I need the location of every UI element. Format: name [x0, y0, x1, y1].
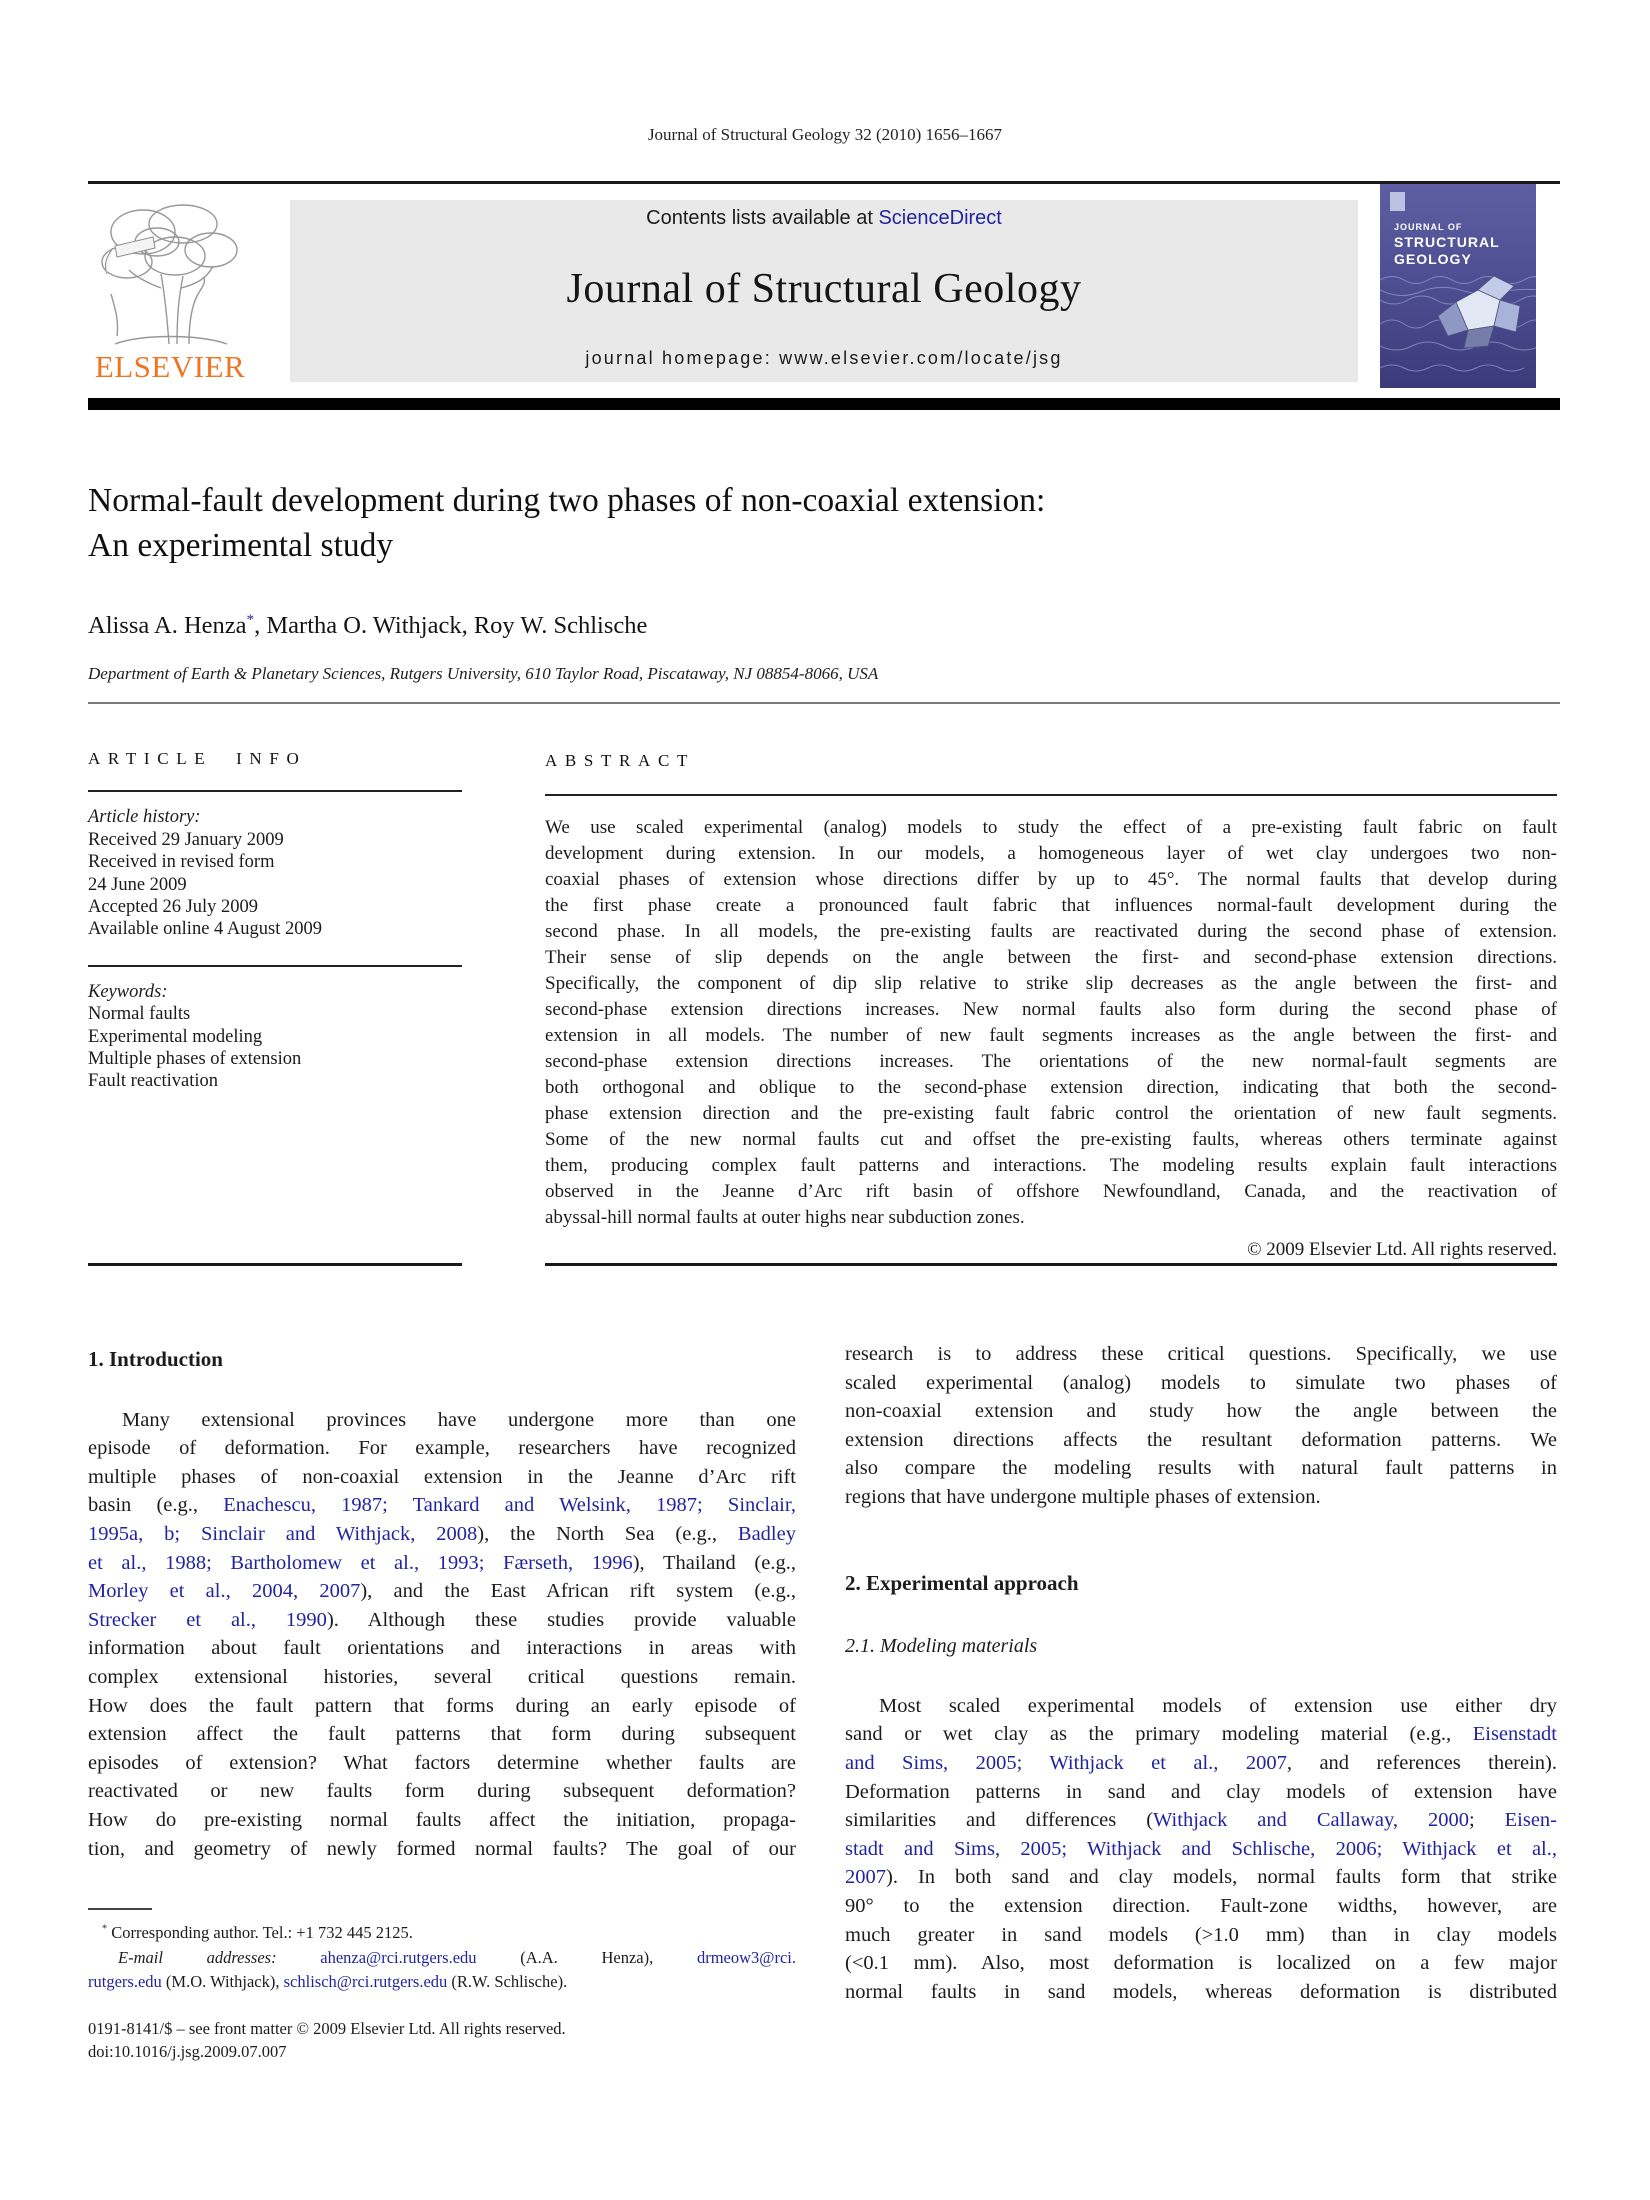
text-line: second-phase extension directions increases. The orientations of the new normal-fault segments are: [545, 1051, 1557, 1072]
text-line: Deformation patterns in sand and clay models of extension have: [845, 1780, 1557, 1803]
elsevier-logo[interactable]: [82, 196, 258, 394]
text-line: Available online 4 August 2009: [88, 919, 322, 940]
text-line: extension affect the fault patterns that form during subsequent: [88, 1723, 796, 1746]
abstract-column: [545, 740, 1557, 1263]
keywords-rule: [88, 965, 462, 967]
email-addresses-line-1: E-mail addresses: ahenza@rci.rutgers.edu (A.A. Henza), drmeow3@rci.: [118, 1947, 796, 1967]
journal-homepage-link[interactable]: journal homepage: www.elsevier.com/locate/jsg: [585, 348, 1063, 368]
citation-link[interactable]: stadt and Sims, 2005; Withjack and Schlische, 2006; Withjack et al.,: [845, 1837, 1557, 1860]
text-line: development during extension. In our models, a homogeneous layer of wet clay undergoes two non-: [545, 843, 1557, 864]
text-line: We use scaled experimental (analog) models to study the effect of a pre-existing fault fabric on fault: [545, 817, 1557, 838]
text-line: episodes of extension? What factors determine whether faults are: [88, 1751, 796, 1774]
issn-copyright-line: 0191-8141/$ – see front matter © 2009 Elsevier Ltd. All rights reserved.: [88, 2019, 566, 2038]
cover-line-3: GEOLOGY: [1394, 251, 1472, 267]
text-line: extension directions affects the resultant deformation patterns. We: [845, 1428, 1557, 1451]
citation-link[interactable]: *: [246, 610, 255, 628]
keywords-list: [88, 1003, 462, 1093]
text-line: et al., 1988; Bartholomew et al., 1993; Færseth, 1996), Thailand (e.g.,: [88, 1551, 796, 1574]
footer-block: [88, 2018, 796, 2063]
text-line: Some of the new normal faults cut and offset the pre-existing faults, whereas others terminate against: [545, 1129, 1557, 1150]
article-title: [88, 478, 1488, 568]
citation-link[interactable]: ScienceDirect: [878, 207, 1002, 229]
text-line: How do pre-existing normal faults affect the initiation, propaga-: [88, 1808, 796, 1831]
article-info-column: [88, 740, 462, 1093]
text-line: and Sims, 2005; Withjack et al., 2007, and references therein).: [845, 1751, 1557, 1774]
text-line: regions that have undergone multiple phases of extension.: [845, 1485, 1321, 1508]
text-line: Many extensional provinces have undergone more than one: [122, 1408, 796, 1431]
text-line: Normal faults: [88, 1004, 191, 1025]
text-line: similarities and differences (Withjack and Callaway, 2000; Eisen-: [845, 1809, 1557, 1832]
abstract-copyright: © 2009 Elsevier Ltd. All rights reserved.: [1247, 1239, 1557, 1260]
text-line: Received 29 January 2009: [88, 829, 284, 850]
citation-link[interactable]: Strecker et al., 1990: [88, 1608, 327, 1631]
abstract-bottom-rule: [545, 1263, 1557, 1266]
top-rule: [88, 181, 1560, 184]
text-line: scaled experimental (analog) models to simulate two phases of: [845, 1371, 1557, 1394]
abstract-heading: ABSTRACT: [545, 751, 695, 770]
text-line: abyssal-hill normal faults at outer highs near subduction zones.: [545, 1207, 1025, 1228]
text-line: sand or wet clay as the primary modeling material (e.g., Eisenstadt: [845, 1723, 1557, 1746]
affiliation: Department of Earth & Planetary Sciences, Rutgers University, 610 Taylor Road, Piscataway, NJ 08854-8066, USA: [88, 664, 879, 683]
citation-link[interactable]: Badley: [737, 1522, 796, 1545]
text-line: them, producing complex fault patterns and interactions. The modeling results explain fault interactions: [545, 1155, 1557, 1176]
text-line: 2007). In both sand and clay models, normal faults form that strike: [845, 1866, 1557, 1889]
citation-link[interactable]: 1995a, b; Sinclair and Withjack, 2008: [88, 1522, 478, 1545]
text-line: multiple phases of non-coaxial extension in the Jeanne d’Arc rift: [88, 1465, 796, 1488]
doi-line: doi:10.1016/j.jsg.2009.07.007: [88, 2041, 287, 2061]
journal-header-box: [290, 200, 1358, 382]
email-addresses-line-2: rutgers.edu (M.O. Withjack), schlisch@rci.rutgers.edu (R.W. Schlische).: [88, 1972, 568, 1992]
text-line: Specifically, the component of dip slip relative to strike slip decreases as the angle between the first- and: [545, 973, 1557, 994]
citation-link[interactable]: 2007: [845, 1866, 886, 1889]
text-line: reactivated or new faults form during subsequent deformation?: [88, 1780, 796, 1803]
text-line: (<0.1 mm). Also, most deformation is localized on a few major: [845, 1952, 1557, 1975]
author-list: Alissa A. Henza*, Martha O. Withjack, Roy W. Schlische: [88, 610, 648, 639]
affiliation-divider: [88, 702, 1560, 704]
text-line: 90° to the extension direction. Fault-zone widths, however, are: [845, 1894, 1557, 1917]
article-info-heading: ARTICLE INFO: [88, 749, 307, 768]
text-line: phase extension direction and the pre-existing fault fabric control the orientation of new fault segments.: [545, 1103, 1557, 1124]
abstract-text: [545, 815, 1557, 1231]
text-line: Most scaled experimental models of extension use either dry: [879, 1694, 1557, 1717]
text-line: extension in all models. The number of new fault segments increases as the angle between the first- and: [545, 1025, 1557, 1046]
text-line: Accepted 26 July 2009: [88, 897, 259, 918]
corresponding-author-note: * Corresponding author. Tel.: +1 732 445 2125.: [102, 1923, 413, 1942]
citation-link[interactable]: schlisch@rci.rutgers.edu: [283, 1972, 448, 1992]
citation-link[interactable]: ahenza@rci.rutgers.edu: [320, 1947, 477, 1967]
text-line: Multiple phases of extension: [88, 1049, 302, 1070]
citation-link[interactable]: and Sims, 2005; Withjack et al., 2007: [845, 1751, 1287, 1774]
section-heading-introduction: 1. Introduction: [88, 1347, 223, 1371]
text-line: 1995a, b; Sinclair and Withjack, 2008), the North Sea (e.g., Badley: [88, 1522, 796, 1545]
header-divider-bar: [88, 398, 1560, 410]
text-line: Morley et al., 2004, 2007), and the East African rift system (e.g.,: [88, 1580, 796, 1603]
abstract-rule: [545, 794, 1557, 796]
text-line: the first phase create a pronounced fault fabric that influences normal-fault development during the: [545, 895, 1557, 916]
text-line: normal faults in sand models, whereas deformation is distributed: [845, 1980, 1557, 2003]
text-line: much greater in sand models (>1.0 mm) than in clay models: [845, 1923, 1557, 1946]
info-bottom-rule: [88, 1263, 462, 1266]
text-line: Received in revised form: [88, 852, 275, 873]
article-history-label: Article history:: [88, 807, 201, 828]
citation-link[interactable]: Eisenstadt: [1472, 1723, 1557, 1746]
text-line: Fault reactivation: [88, 1071, 218, 1092]
text-line: research is to address these critical questions. Specifically, we use: [845, 1343, 1557, 1365]
article-info-rule: [88, 790, 462, 792]
journal-title: Journal of Structural Geology: [566, 266, 1082, 312]
text-line: Normal-fault development during two phases of non-coaxial extension:: [88, 482, 1046, 519]
text-line: also compare the modeling results with natural fault patterns in: [845, 1457, 1557, 1480]
text-line: non-coaxial extension and study how the angle between the: [845, 1400, 1557, 1423]
text-line: 24 June 2009: [88, 874, 187, 895]
text-line: basin (e.g., Enachescu, 1987; Tankard and Welsink, 1987; Sinclair,: [88, 1494, 796, 1517]
introduction-continued-paragraph: [845, 1340, 1557, 1512]
citation-link[interactable]: et al., 1988; Bartholomew et al., 1993; Færseth, 1996: [88, 1551, 633, 1574]
text-line: Experimental modeling: [88, 1026, 263, 1047]
text-line: both orthogonal and oblique to the second-phase extension direction, indicating that both the second-: [545, 1077, 1557, 1098]
cover-line-2: STRUCTURAL: [1394, 234, 1500, 250]
elsevier-wordmark: ELSEVIER: [94, 349, 246, 384]
text-line: An experimental study: [88, 527, 394, 564]
text-line: episode of deformation. For example, researchers have recognized: [88, 1437, 796, 1460]
article-history-list: [88, 829, 462, 941]
text-line: How does the fault pattern that forms during an early episode of: [88, 1694, 796, 1717]
section-heading-approach: 2. Experimental approach: [845, 1570, 1079, 1595]
text-line: complex extensional histories, several critical questions remain.: [88, 1665, 796, 1688]
cover-line-1: JOURNAL OF: [1394, 222, 1463, 232]
text-line: observed in the Jeanne d’Arc rift basin of offshore Newfoundland, Canada, and the reactivation of: [545, 1181, 1557, 1202]
footnote-rule: [88, 1908, 152, 1910]
footnote-block: [88, 1908, 796, 1995]
citation-link[interactable]: Morley et al., 2004, 2007: [88, 1580, 361, 1603]
running-head-citation: Journal of Structural Geology 32 (2010) 1656–1667: [647, 125, 1003, 144]
text-line: coaxial phases of extension whose directions differ by up to 45°. The normal faults that develop during: [545, 869, 1557, 890]
contents-lists-line: Contents lists available at ScienceDirect: [646, 207, 1002, 229]
text-line: Strecker et al., 1990). Although these studies provide valuable: [88, 1608, 796, 1631]
citation-link[interactable]: Eisen-: [1504, 1809, 1557, 1832]
text-line: [845, 1835, 1557, 1864]
citation-link[interactable]: drmeow3@rci.: [696, 1947, 796, 1967]
text-line: information about fault orientations and interactions in areas with: [88, 1637, 796, 1660]
keywords-label: Keywords:: [88, 981, 168, 1002]
text-line: Their sense of slip depends on the angle between the first- and second-phase extension directions.: [545, 947, 1557, 968]
elsevier-tree-icon: [85, 196, 255, 348]
body-left-column: [88, 1338, 796, 1863]
cover-art: [1380, 184, 1536, 388]
citation-link[interactable]: Enachescu, 1987; Tankard and Welsink, 1987; Sinclair,: [223, 1494, 796, 1517]
text-line: second phase. In all models, the pre-existing faults are reactivated during the second phase of extension.: [545, 921, 1557, 942]
journal-cover-thumbnail[interactable]: [1380, 184, 1536, 388]
citation-link[interactable]: rutgers.edu: [88, 1972, 162, 1992]
citation-link[interactable]: Withjack and Callaway, 2000: [1153, 1809, 1469, 1832]
body-right-column: [845, 1338, 1557, 2006]
introduction-paragraph: [88, 1406, 796, 1864]
materials-paragraph: [845, 1692, 1557, 2007]
subsection-heading-materials: 2.1. Modeling materials: [845, 1635, 1038, 1658]
text-line: tion, and geometry of newly formed normal faults? The goal of our: [88, 1837, 796, 1860]
text-line: second-phase extension directions increases. New normal faults also form during the second phase of: [545, 999, 1557, 1020]
